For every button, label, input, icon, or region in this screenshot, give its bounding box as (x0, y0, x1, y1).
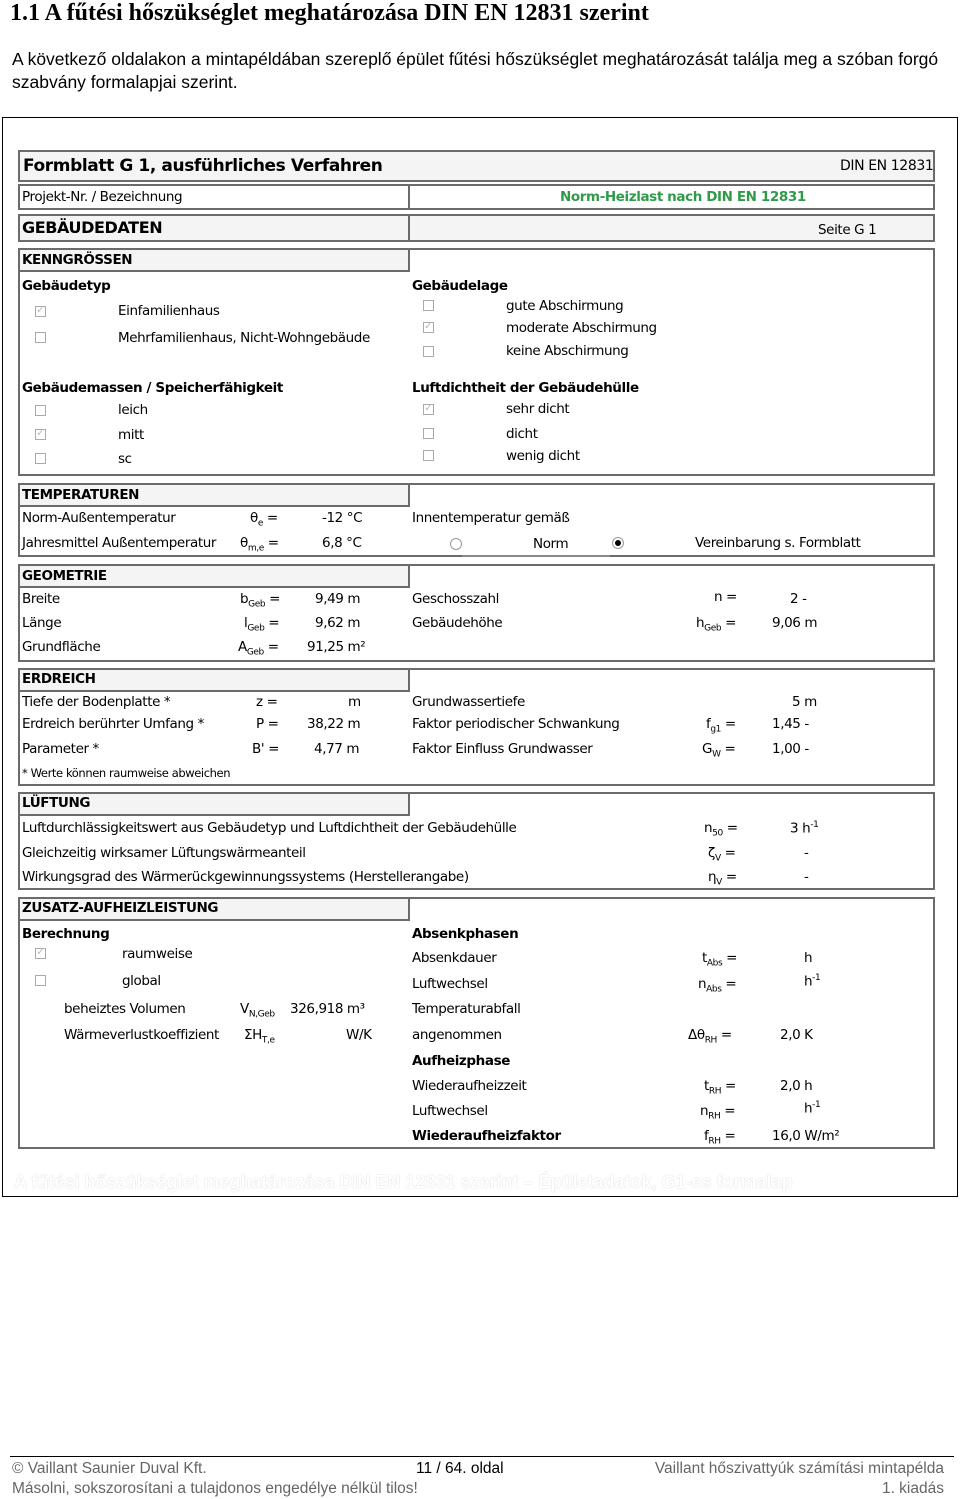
f-rh-symbol: $f_{RH}$ = (704, 1128, 736, 1147)
project-separator (408, 184, 410, 210)
l-geb-symbol: $l_{Geb}$ = (244, 615, 280, 634)
n-abs-unit: $h^{-1}$ (804, 973, 821, 990)
footer-document-title: Vaillant hőszivattyúk számítási mintapélda (654, 1460, 944, 1477)
sehr-dicht-label: sehr dicht (506, 401, 570, 417)
einfamilienhaus-checkbox[interactable] (35, 306, 46, 317)
norm-underline (462, 555, 610, 557)
figure-caption: A fűtési hőszükséglet meghatározása DIN EN 12831 szerint – Épületadatok, G1-es formalap (14, 1172, 793, 1192)
t-rh-symbol: $t_{RH}$ = (704, 1078, 736, 1097)
theta-me-symbol: $\theta_{m,e}$ = (240, 535, 279, 554)
theta-e-value: -12 °C (322, 510, 363, 526)
gebaeudedaten-title: GEBÄUDEDATEN (22, 218, 163, 237)
n-rh-unit: $h^{-1}$ (804, 1100, 821, 1117)
wenig-dicht-checkbox[interactable] (423, 450, 434, 461)
l-geb-value: 9,62 m (315, 615, 361, 631)
norm-label: Norm (533, 536, 569, 552)
laenge-label: Länge (22, 615, 62, 631)
n-value: 2 - (790, 591, 807, 607)
berechnung-title: Berechnung (22, 926, 110, 942)
mittel-label: mitt (118, 427, 144, 443)
global-checkbox[interactable] (35, 975, 46, 986)
v-value: 326,918 m³ (290, 1001, 365, 1017)
a-geb-value: 91,25 m² (307, 639, 366, 655)
wiederaufheizzeit-label: Wiederaufheizzeit (412, 1078, 527, 1094)
sehr-dicht-checkbox[interactable] (423, 404, 434, 415)
fg1-symbol: $f_{g1}$ = (706, 716, 736, 735)
footer-copy-notice: Másolni, sokszorosítani a tulajdonos engedélye nélkül tilos! (12, 1480, 418, 1497)
page-title: 1.1 A fűtési hőszükséglet meghatározása DIN EN 12831 szerint (10, 0, 649, 26)
raumweise-label: raumweise (122, 946, 193, 962)
absenkphasen-title: Absenkphasen (412, 926, 519, 942)
delta-theta-symbol: $\Delta\theta_{RH}$ = (688, 1027, 732, 1046)
bp-symbol: B' = (252, 741, 279, 757)
theta-e-symbol: $\theta_e$ = (250, 510, 278, 529)
keine-abschirmung-checkbox[interactable] (423, 346, 434, 357)
footer-copyright: © Vaillant Saunier Duval Kft. (12, 1460, 207, 1477)
lueftung-title: LÜFTUNG (22, 795, 91, 811)
ht-symbol: $\Sigma H_{T,e}$ (244, 1027, 275, 1046)
n-rh-symbol: $n_{RH}$ = (700, 1103, 736, 1122)
project-label: Projekt-Nr. / Bezeichnung (22, 189, 183, 205)
gebaeudelage-title: Gebäudelage (412, 278, 508, 294)
faktor-schwankung-label: Faktor periodischer Schwankung (412, 716, 620, 732)
dicht-label: dicht (506, 426, 538, 442)
eta-symbol: $\eta_V$ = (708, 869, 737, 888)
gebaeudehoehe-label: Gebäudehöhe (412, 615, 503, 631)
n-abs-symbol: $n_{Abs}$ = (698, 976, 737, 995)
temperaturabfall-label: Temperaturabfall (412, 1001, 521, 1017)
grundwassertiefe-label: Grundwassertiefe (412, 694, 525, 710)
luftwechsel-abs-label: Luftwechsel (412, 976, 488, 992)
t-abs-unit: h (804, 950, 813, 966)
gw-symbol: $G_W$ = (702, 741, 736, 760)
z-unit: m (348, 694, 361, 710)
page-label: Seite G 1 (818, 222, 877, 238)
kenngroessen-title: KENNGRÖSSEN (22, 252, 133, 268)
form-standard: DIN EN 12831 (840, 158, 934, 174)
faktor-grundwasser-label: Faktor Einfluss Grundwasser (412, 741, 593, 757)
b-geb-value: 9,49 m (315, 591, 361, 607)
mehrfamilienhaus-checkbox[interactable] (35, 332, 46, 343)
grundflaeche-label: Grundfläche (22, 639, 101, 655)
v-symbol: $V_{N,Geb}$ (240, 1001, 275, 1020)
schwer-label: sc (118, 451, 132, 467)
mittel-checkbox[interactable] (35, 429, 46, 440)
norm-heizlast-label: Norm-Heizlast nach DIN EN 12831 (560, 189, 806, 205)
geschosszahl-label: Geschosszahl (412, 591, 499, 607)
gleichzeitig-label: Gleichzeitig wirksamer Lüftungswärmeanteil (22, 845, 306, 861)
gute-abschirmung-checkbox[interactable] (423, 300, 434, 311)
geometrie-title: GEOMETRIE (22, 568, 107, 584)
zeta-symbol: $\zeta_V$ = (708, 845, 736, 864)
jahresmittel-label: Jahresmittel Außentemperatur (22, 535, 217, 551)
einfamilienhaus-label: Einfamilienhaus (118, 303, 220, 319)
b-geb-symbol: $b_{Geb}$ = (240, 591, 281, 610)
f-rh-value: 16,0 W/m² (772, 1128, 840, 1144)
h-geb-symbol: $h_{Geb}$ = (696, 615, 736, 634)
norm-aussentemperatur-label: Norm-Außentemperatur (22, 510, 176, 526)
n-symbol: n = (714, 589, 737, 605)
schwer-checkbox[interactable] (35, 453, 46, 464)
gebaeudedaten-separator (408, 214, 410, 242)
footer-page-number: 11 / 64. oldal (416, 1460, 504, 1477)
aufheizphase-title: Aufheizphase (412, 1053, 510, 1069)
eta-value: - (804, 869, 809, 885)
n50-symbol: $n_{50}$ = (704, 820, 738, 839)
intro-paragraph: A következő oldalakon a mintapéldában szereplő épület fűtési hőszükséglet meghatározását találja meg a szóban forgó szabvány formalapjai szerint. (12, 49, 939, 92)
erdreich-note: * Werte können raumweise abweichen (22, 766, 231, 780)
temperaturen-title: TEMPERATUREN (22, 487, 140, 503)
vereinbarung-radio[interactable] (612, 537, 624, 549)
volumen-label: beheiztes Volumen (64, 1001, 186, 1017)
fg1-value: 1,45 - (772, 716, 809, 732)
moderate-abschirmung-checkbox[interactable] (423, 322, 434, 333)
gebaeudetyp-title: Gebäudetyp (22, 278, 111, 294)
leicht-label: leich (118, 402, 148, 418)
a-geb-symbol: $A_{Geb}$ = (238, 639, 279, 658)
dicht-checkbox[interactable] (423, 428, 434, 439)
gebaeudemassen-title: Gebäudemassen / Speicherfähigkeit (22, 380, 283, 396)
global-label: global (122, 973, 161, 989)
tiefe-label: Tiefe der Bodenplatte * (22, 694, 171, 710)
z-symbol: z = (256, 694, 278, 710)
delta-theta-value: 2,0 K (780, 1027, 813, 1043)
h-geb-value: 9,06 m (772, 615, 818, 631)
ht-unit: W/K (346, 1027, 372, 1043)
p-value: 38,22 m (307, 716, 361, 732)
t-abs-symbol: $t_{Abs}$ = (702, 950, 738, 969)
bp-value: 4,77 m (314, 741, 360, 757)
luftwechsel-rh-label: Luftwechsel (412, 1103, 488, 1119)
erdreich-title: ERDREICH (22, 671, 96, 687)
p-symbol: P = (256, 716, 279, 732)
footer-edition: 1. kiadás (881, 1480, 944, 1497)
luftdichtheit-title: Luftdichtheit der Gebäudehülle (412, 380, 639, 396)
innentemperatur-label: Innentemperatur gemäß (412, 510, 570, 526)
footer-divider (10, 1456, 954, 1457)
vereinbarung-label: Vereinbarung s. Formblatt (695, 535, 861, 551)
parameter-label: Parameter * (22, 741, 99, 757)
zusatz-title: ZUSATZ-AUFHEIZLEISTUNG (22, 900, 219, 916)
wenig-dicht-label: wenig dicht (506, 448, 580, 464)
gute-abschirmung-label: gute Abschirmung (506, 298, 624, 314)
waermeverlust-label: Wärmeverlustkoeffizient (64, 1027, 219, 1043)
form-title: Formblatt G 1, ausführliches Verfahren (23, 156, 383, 176)
moderate-abschirmung-label: moderate Abschirmung (506, 320, 657, 336)
absenkdauer-label: Absenkdauer (412, 950, 497, 966)
breite-label: Breite (22, 591, 60, 607)
leicht-checkbox[interactable] (35, 405, 46, 416)
mehrfamilienhaus-label: Mehrfamilienhaus, Nicht-Wohngebäude (118, 330, 370, 346)
keine-abschirmung-label: keine Abschirmung (506, 343, 629, 359)
luftdurchlaessigkeit-label: Luftdurchlässigkeitswert aus Gebäudetyp und Luftdichtheit der Gebäudehülle (22, 820, 517, 836)
theta-me-value: 6,8 °C (322, 535, 362, 551)
raumweise-checkbox[interactable] (35, 948, 46, 959)
gw-value: 1,00 - (772, 741, 809, 757)
norm-radio[interactable] (450, 538, 462, 550)
t-rh-value: 2,0 h (780, 1078, 813, 1094)
grundwassertiefe-value: 5 m (792, 694, 817, 710)
n50-value: 3 $h^{-1}$ (790, 820, 819, 837)
wirkungsgrad-label: Wirkungsgrad des Wärmerückgewinnungssystems (Herstellerangabe) (22, 869, 469, 885)
umfang-label: Erdreich berührter Umfang * (22, 716, 204, 732)
wiederaufheizfaktor-label: Wiederaufheizfaktor (412, 1128, 561, 1144)
angenommen-label: angenommen (412, 1027, 502, 1043)
zeta-value: - (804, 845, 809, 861)
